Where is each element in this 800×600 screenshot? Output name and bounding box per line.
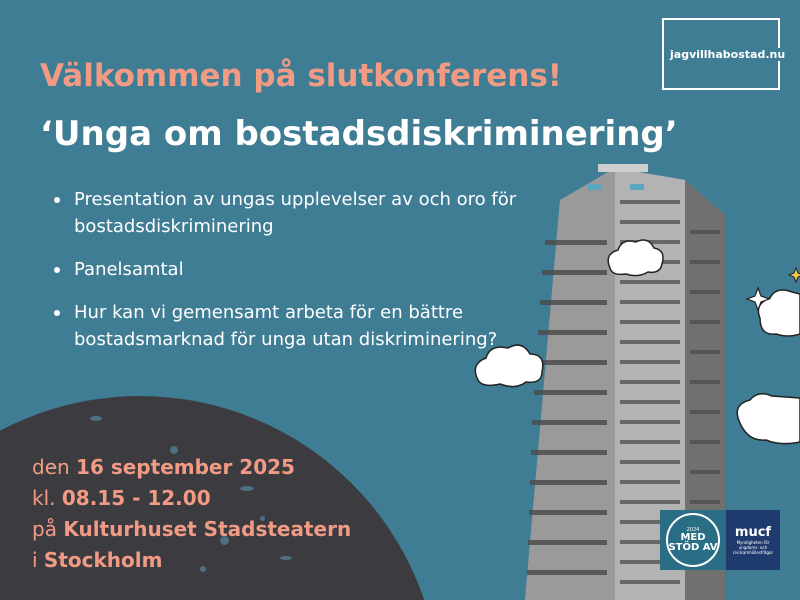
mucf-name: mucf [734, 525, 772, 540]
agenda-item: Panelsamtal [52, 256, 522, 283]
mucf-logo [726, 510, 780, 570]
event-place: på Kulturhuset Stadsteatern [32, 517, 352, 541]
sparkle-icon [789, 268, 800, 282]
welcome-heading: Välkommen på slutkonferens! [40, 58, 562, 94]
med-stod-av-badge [660, 510, 726, 570]
cloud-icon [475, 345, 542, 386]
event-city: i Stockholm [32, 548, 163, 572]
event-details [32, 452, 351, 576]
conference-title: ‘Unga om bostadsdiskriminering’ [40, 114, 678, 154]
badge-text: MED STÖD AV [668, 532, 718, 553]
event-time: kl. 08.15 - 12.00 [32, 486, 211, 510]
cloud-icon [737, 394, 800, 444]
event-date: den 16 september 2025 [32, 455, 295, 479]
agenda-item: Hur kan vi gemensamt arbeta för en bättre bostadsmarknad för unga utan diskriminering? [52, 299, 522, 353]
agenda-list [52, 186, 522, 369]
med-stod-av-emblem [666, 513, 720, 567]
logo-text: jagvillhabostad.nu [670, 48, 786, 61]
mucf-subtitle: Myndigheten för ungdoms- och civilsamhällesfrågor [732, 540, 774, 555]
badge-year: 2024 [686, 527, 700, 533]
logo-frame [662, 18, 786, 90]
agenda-item: Presentation av ungas upplevelser av och oro för bostadsdiskriminering [52, 186, 522, 240]
